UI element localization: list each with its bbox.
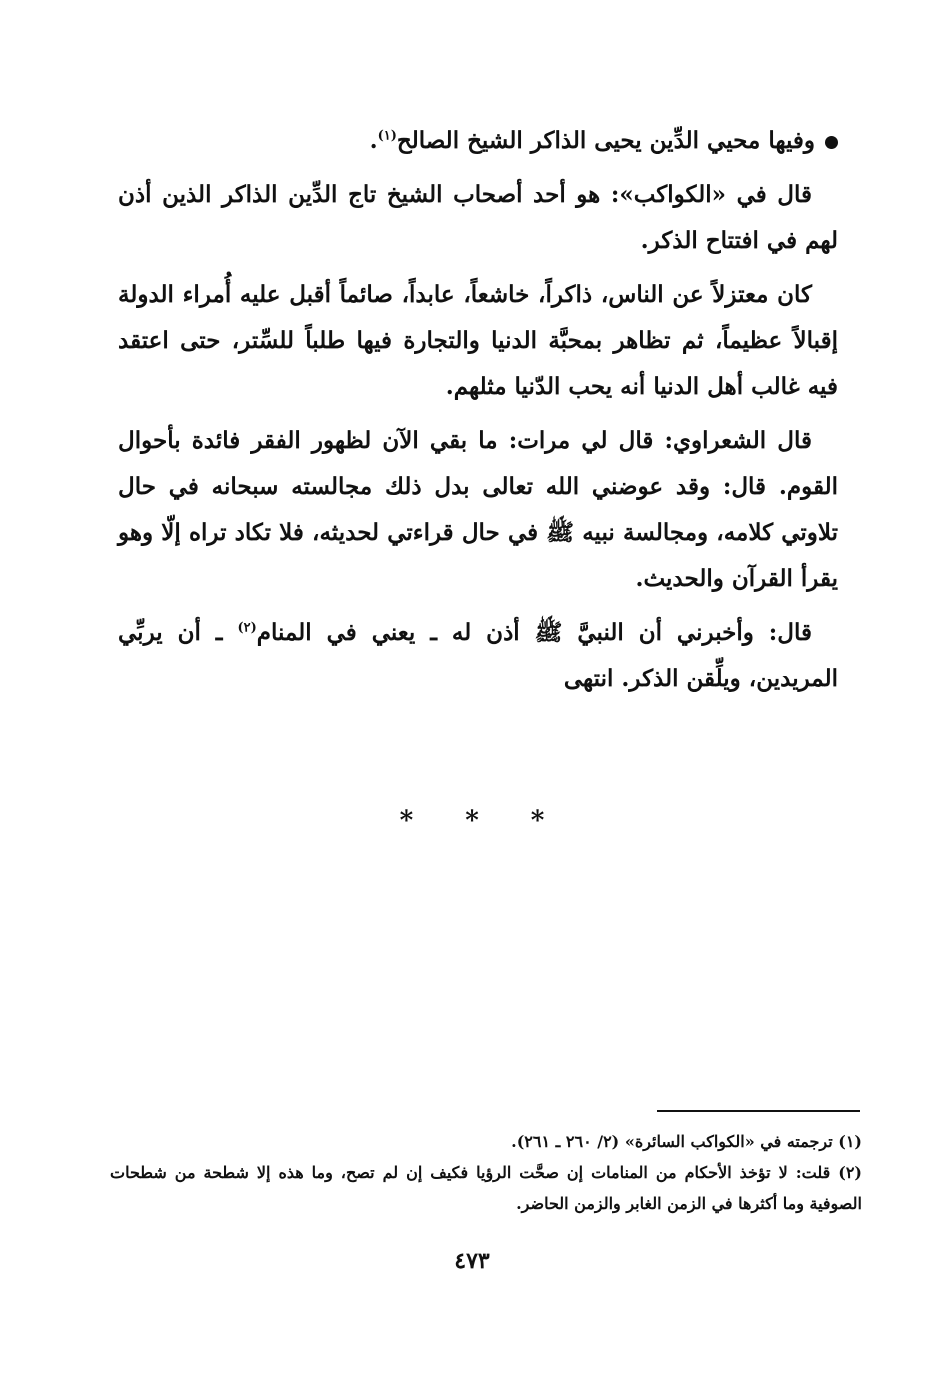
footnote-1-text: ترجمته في «الكواكب السائرة» (٢/ ٢٦٠ ـ ٢٦١). bbox=[511, 1132, 833, 1151]
footnote-divider bbox=[657, 1110, 860, 1112]
main-text-block bbox=[118, 118, 838, 710]
paragraph-1-text: وفيها محيي الدِّين يحيى الذاكر الشيخ الصالح bbox=[396, 127, 815, 154]
footnote-1-number: (١) bbox=[838, 1132, 862, 1151]
paragraph-1-end: . bbox=[369, 127, 378, 154]
bullet-icon bbox=[825, 136, 838, 149]
footnote-ref-2[interactable]: (٢) bbox=[237, 620, 257, 636]
paragraph-4: قال الشعراوي: قال لي مرات: ما بقي الآن لظهور الفقر فائدة بأحوال القوم. قال: وقد عوضني الله تعالى بدل ذلك مجالسته سبحانه في حال تلاوتي كلامه، ومجالسة نبيه ﷺ في حال قراءتي لحديثه، فلا تكاد تراه إلّا وهو يقرأ القرآن والحديث. bbox=[118, 427, 838, 592]
separator-star-icon: * bbox=[399, 806, 414, 836]
footnote-2-text: قلت: لا تؤخذ الأحكام من المنامات إن صحَّت الرؤيا فكيف إن لم تصح، وما هذه إلا شطحة من شطحات الصوفية وما أكثرها في الزمن الغابر والزمن الحاضر. bbox=[110, 1163, 862, 1213]
paragraph-5-after: ـ أن يربِّي المريدين، ويلِّقن الذكر. انتهى bbox=[118, 619, 838, 692]
section-separator bbox=[0, 806, 944, 836]
footnotes-block bbox=[110, 1126, 862, 1219]
paragraph-5 bbox=[118, 610, 838, 702]
paragraph-3: كان معتزلاً عن الناس، ذاكراً، خاشعاً، عابداً، صائماً أقبل عليه أُمراء الدولة إقبالاً عظيماً، ثم تظاهر بمحبَّة الدنيا والتجارة فيها طلباً للسِّتر، حتى اعتقد فيه غالب أهل الدنيا أنه يحب الدّنيا مثلهم. bbox=[118, 281, 838, 400]
paragraph-5-before: قال: وأخبرني أن النبيَّ ﷺ أذن له ـ يعني في المنام bbox=[256, 619, 812, 646]
paragraph-1 bbox=[118, 118, 838, 164]
page-number: ٤٧٣ bbox=[454, 1248, 490, 1274]
footnote-ref-1[interactable]: (١) bbox=[377, 128, 397, 144]
footnote-2-number: (٢) bbox=[838, 1163, 862, 1182]
paragraph-2: قال في «الكواكب»: هو أحد أصحاب الشيخ تاج الدِّين الذاكر الذين أذن لهم في افتتاح الذكر. bbox=[118, 181, 838, 254]
separator-star-icon: * bbox=[530, 806, 545, 836]
footnote-1 bbox=[110, 1126, 862, 1157]
footnote-2 bbox=[110, 1157, 862, 1219]
separator-star-icon: * bbox=[465, 806, 479, 836]
